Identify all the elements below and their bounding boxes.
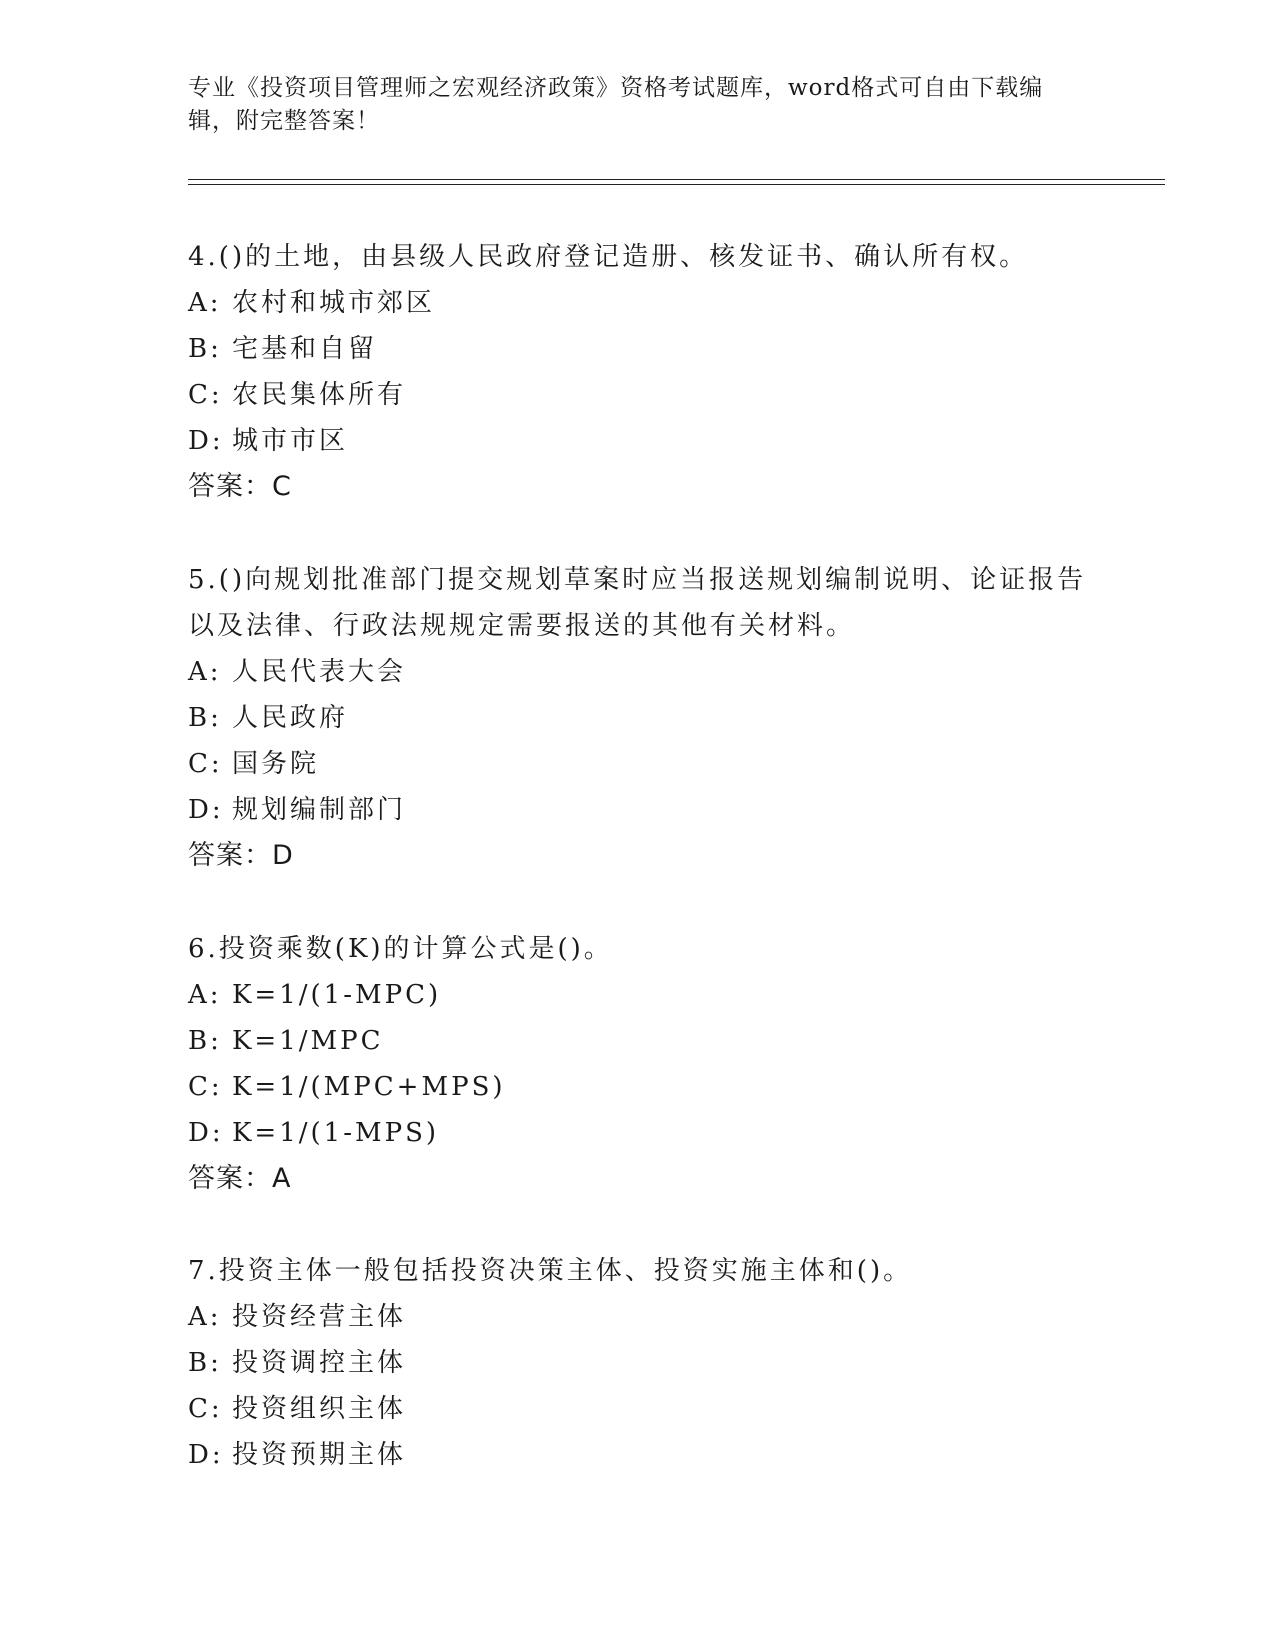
option-letter: A: bbox=[188, 980, 222, 1010]
option-letter: A: bbox=[188, 1302, 222, 1332]
question-stem: 6.投资乘数(K)的计算公式是()。 bbox=[188, 934, 613, 964]
answer-value: D bbox=[272, 840, 294, 871]
option-text: K=1/(1-MPC) bbox=[232, 980, 442, 1010]
option-text: 农村和城市郊区 bbox=[232, 288, 436, 318]
option-d bbox=[188, 1432, 1088, 1478]
option-c bbox=[188, 1386, 1088, 1432]
option-letter: D: bbox=[188, 426, 224, 456]
option-text: 城市市区 bbox=[232, 426, 349, 456]
option-text: 人民政府 bbox=[232, 703, 349, 733]
option-text: 投资调控主体 bbox=[232, 1348, 407, 1378]
option-text: 国务院 bbox=[232, 749, 320, 779]
question-stem: 7.投资主体一般包括投资决策主体、投资实施主体和()。 bbox=[188, 1256, 913, 1286]
option-a bbox=[188, 972, 1088, 1018]
question-5 bbox=[188, 557, 1088, 879]
document-header: 专业《投资项目管理师之宏观经济政策》资格考试题库，word格式可自由下载编辑，附完整答案！ bbox=[188, 75, 1044, 134]
option-letter: B: bbox=[188, 1026, 222, 1056]
answer-label: 答案： bbox=[188, 471, 272, 502]
option-c bbox=[188, 372, 1088, 418]
question-stem: 5.()向规划批准部门提交规划草案时应当报送规划编制说明、论证报告以及法律、行政法规规定需要报送的其他有关材料。 bbox=[188, 565, 1087, 641]
option-letter: C: bbox=[188, 1394, 223, 1424]
answer-value: A bbox=[272, 1163, 292, 1194]
option-text: 宅基和自留 bbox=[232, 334, 378, 364]
option-letter: D: bbox=[188, 1118, 224, 1148]
option-d bbox=[188, 418, 1088, 464]
answer-label: 答案： bbox=[188, 840, 272, 871]
option-text: 人民代表大会 bbox=[232, 657, 407, 687]
option-b bbox=[188, 326, 1088, 372]
option-letter: D: bbox=[188, 1440, 224, 1470]
header-divider-bottom bbox=[188, 184, 1165, 185]
question-4 bbox=[188, 234, 1088, 510]
answer-line bbox=[188, 833, 1088, 879]
option-letter: A: bbox=[188, 288, 222, 318]
option-b bbox=[188, 1340, 1088, 1386]
option-a bbox=[188, 649, 1088, 695]
option-c bbox=[188, 741, 1088, 787]
option-letter: B: bbox=[188, 703, 222, 733]
answer-line bbox=[188, 1156, 1088, 1202]
question-6 bbox=[188, 926, 1088, 1202]
option-letter: D: bbox=[188, 795, 224, 825]
option-letter: C: bbox=[188, 1072, 223, 1102]
option-text: 农民集体所有 bbox=[232, 380, 407, 410]
option-letter: C: bbox=[188, 749, 223, 779]
answer-line bbox=[188, 464, 1088, 510]
option-letter: B: bbox=[188, 334, 222, 364]
option-text: 投资组织主体 bbox=[232, 1394, 407, 1424]
option-b bbox=[188, 695, 1088, 741]
answer-label: 答案： bbox=[188, 1163, 272, 1194]
answer-value: C bbox=[272, 471, 292, 502]
option-text: 投资预期主体 bbox=[232, 1440, 407, 1470]
option-b bbox=[188, 1018, 1088, 1064]
option-text: 规划编制部门 bbox=[232, 795, 407, 825]
option-a bbox=[188, 280, 1088, 326]
option-d bbox=[188, 1110, 1088, 1156]
option-text: 投资经营主体 bbox=[232, 1302, 407, 1332]
option-text: K=1/MPC bbox=[232, 1026, 384, 1056]
option-letter: A: bbox=[188, 657, 222, 687]
option-text: K=1/(MPC+MPS) bbox=[232, 1072, 506, 1102]
option-d bbox=[188, 787, 1088, 833]
question-7 bbox=[188, 1248, 1088, 1478]
question-stem: 4.()的土地，由县级人民政府登记造册、核发证书、确认所有权。 bbox=[188, 242, 1029, 272]
option-c bbox=[188, 1064, 1088, 1110]
option-a bbox=[188, 1294, 1088, 1340]
option-text: K=1/(1-MPS) bbox=[232, 1118, 440, 1148]
option-letter: C: bbox=[188, 380, 223, 410]
header-divider-top bbox=[188, 179, 1165, 180]
option-letter: B: bbox=[188, 1348, 222, 1378]
